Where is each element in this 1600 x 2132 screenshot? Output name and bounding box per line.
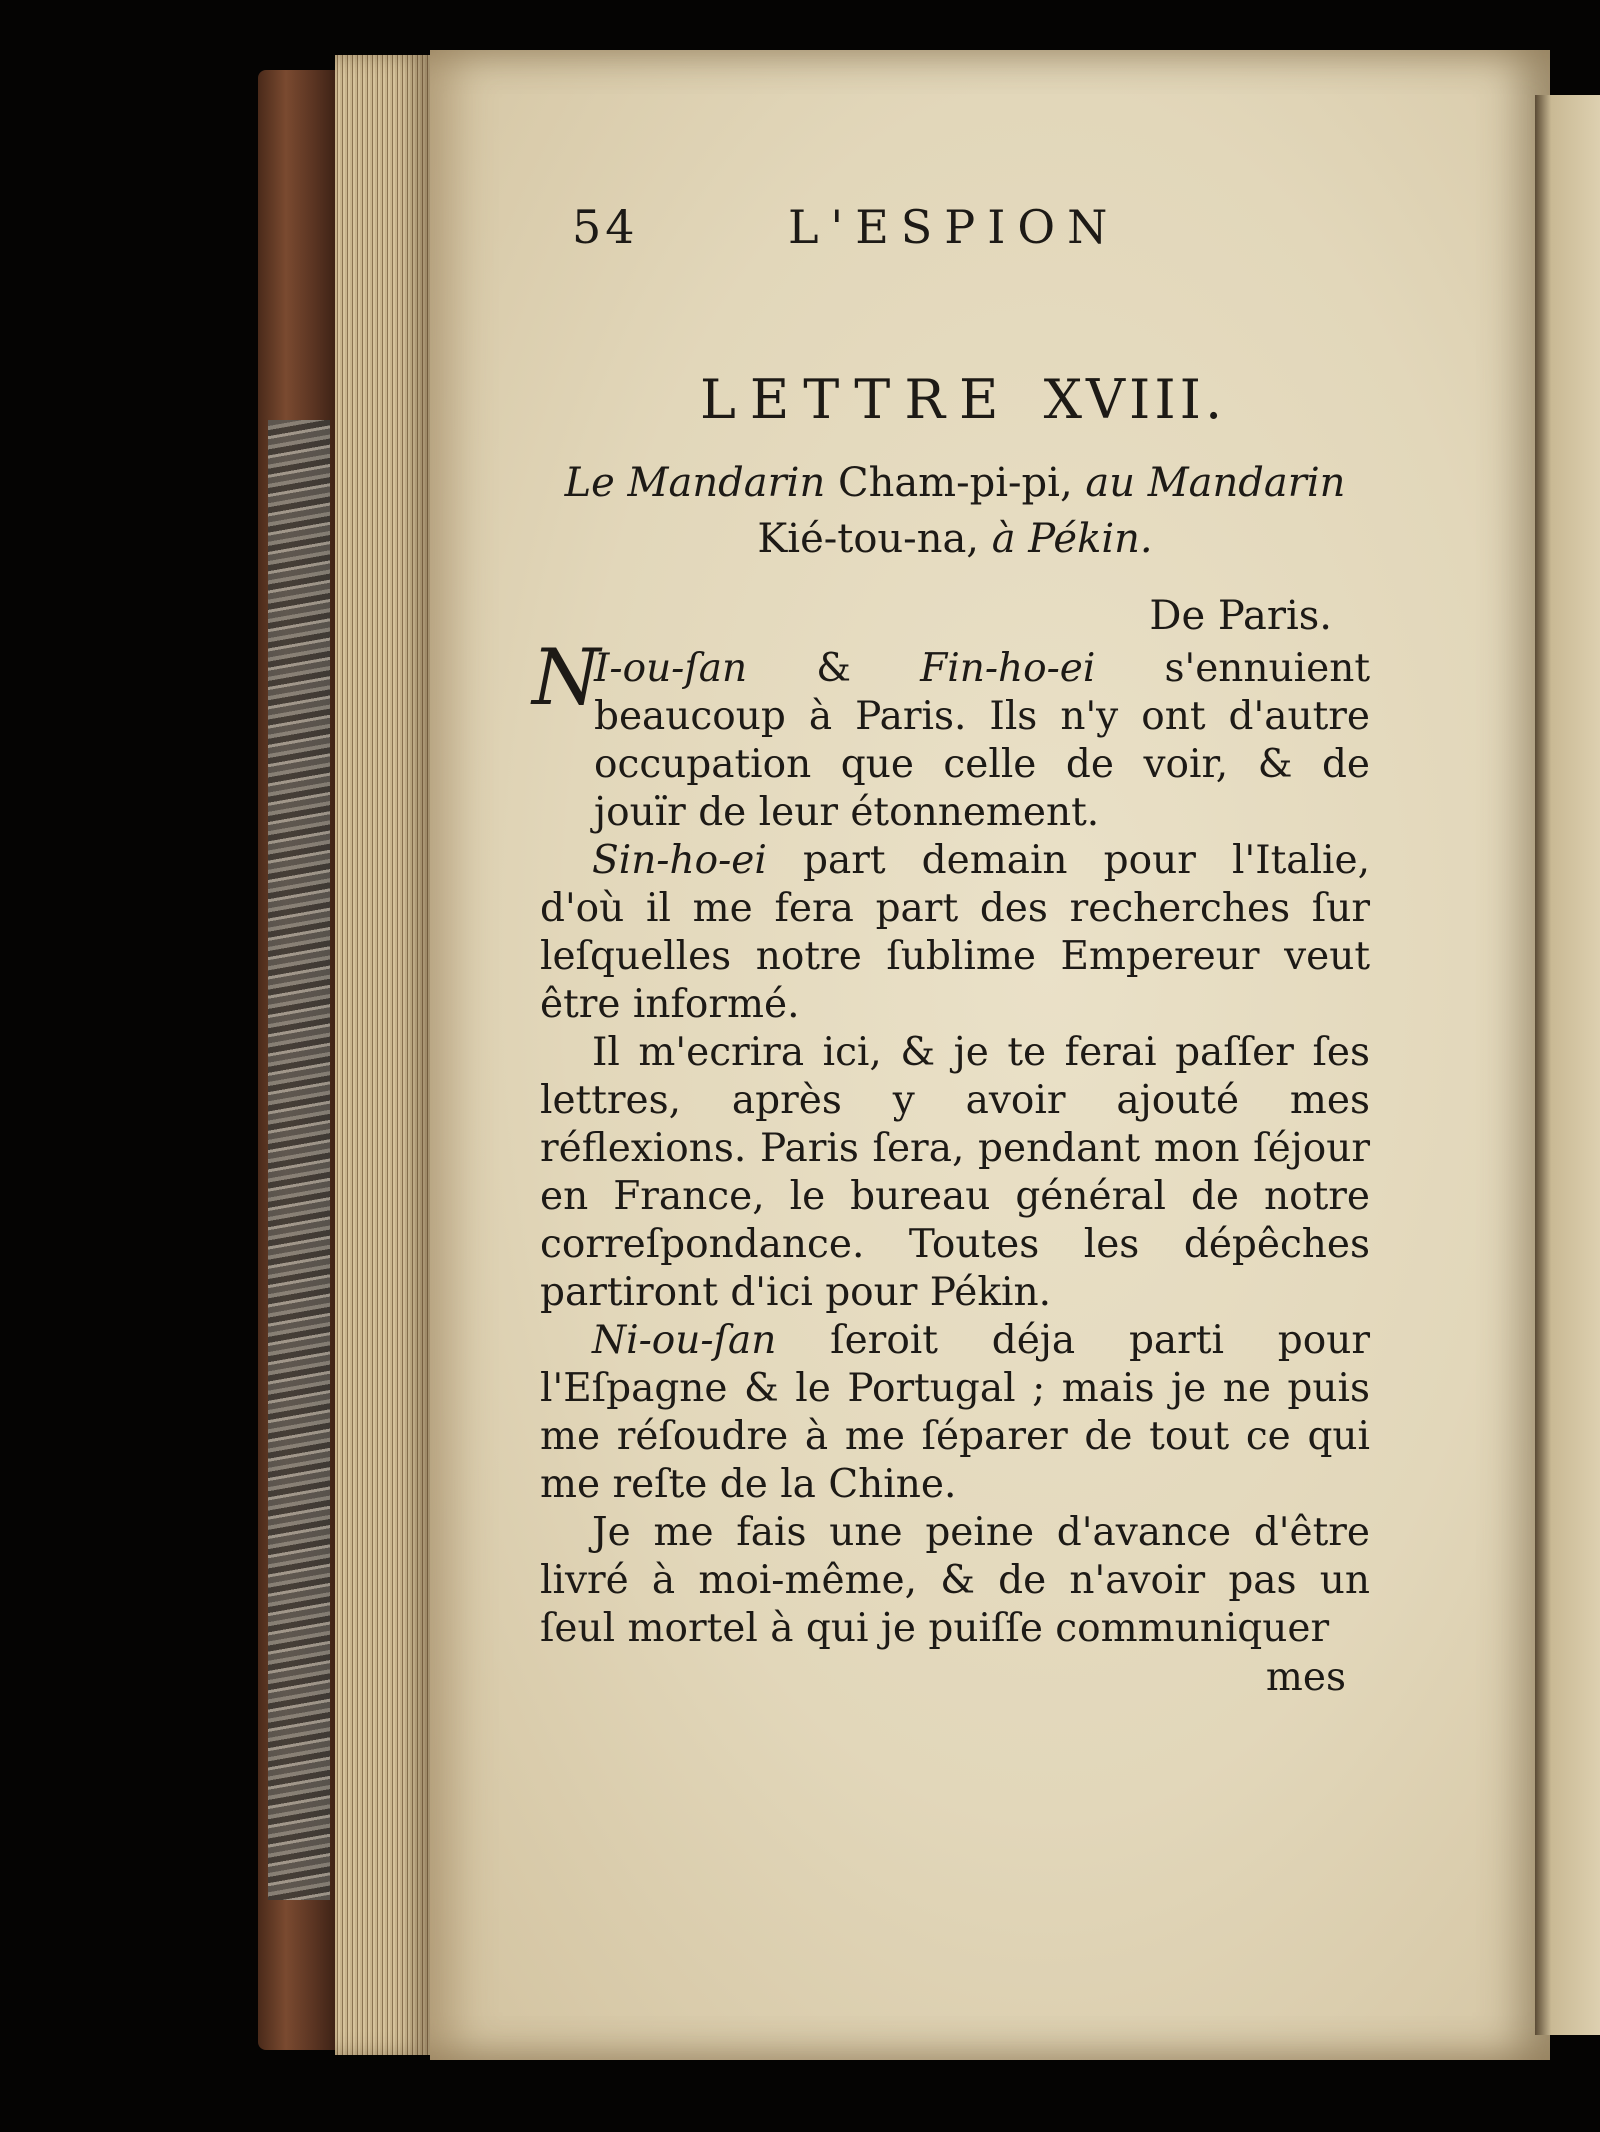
paragraph-2 — [540, 837, 1370, 1029]
facing-page-edge — [1535, 95, 1600, 2035]
page-number: 54 — [572, 200, 639, 254]
page-content — [532, 190, 1370, 1700]
address-recipient-rank: au Mandarin — [1085, 460, 1346, 506]
running-head — [540, 190, 1370, 260]
p2-name: Sin-ho-ei — [592, 838, 767, 883]
p1-name-1: I-ou-ſan — [594, 646, 748, 691]
p2-text: part demain pour l'Italie, d'où il me fera part des recherches ſur leſquelles notre ſublime Empereur veut être informé. — [540, 838, 1370, 1027]
catchword: mes — [1265, 1655, 1346, 1700]
p1-conjunction: & — [747, 646, 921, 691]
p1-text: s'ennuient beaucoup à Paris. Ils n'y ont d'autre occupation que celle de voir, & de jouïr de leur étonnement. — [594, 646, 1370, 835]
p1-name-2: Fin-ho-ei — [920, 646, 1096, 691]
paragraph-3: Il m'ecrira ici, & je te ferai paſſer ſes lettres, après y avoir ajouté mes réflexions. Paris ſera, pendant mon ſéjour en France, le bureau général de notre correſpondance. Toutes les dépêches partiront d'ici pour Pékin. — [540, 1030, 1370, 1315]
p4-text: ſeroit déja parti pour l'Eſpagne & le Portugal ; mais je ne puis me réſoudre à me ſéparer de tout ce qui me reſte de la Chine. — [540, 1318, 1370, 1507]
address-sender-name: Cham-pi-pi, — [837, 460, 1073, 506]
p4-name: Ni-ou-ſan — [592, 1318, 777, 1363]
address-city: à Pékin. — [991, 516, 1153, 562]
page-edges — [335, 55, 435, 2055]
letter-title — [700, 368, 1370, 431]
marbled-cover — [268, 420, 330, 1900]
paragraph-1 — [532, 633, 1370, 837]
drop-cap: N — [532, 633, 601, 723]
letter-title-word: LETTRE — [700, 368, 1013, 431]
letter-address — [540, 455, 1370, 567]
paragraph-4 — [540, 1317, 1370, 1509]
running-title: L'ESPION — [788, 200, 1120, 254]
letter-place: De Paris. — [1149, 593, 1332, 639]
letter-title-number: XVIII. — [1043, 368, 1227, 431]
address-recipient-name: Kié-tou-na, — [757, 516, 980, 562]
paragraph-5: Je me fais une peine d'avance d'être livré à moi-même, & de n'avoir pas un ſeul mortel à qui je puiſſe communiquer — [540, 1510, 1370, 1651]
address-sender-rank: Le Mandarin — [564, 460, 826, 506]
